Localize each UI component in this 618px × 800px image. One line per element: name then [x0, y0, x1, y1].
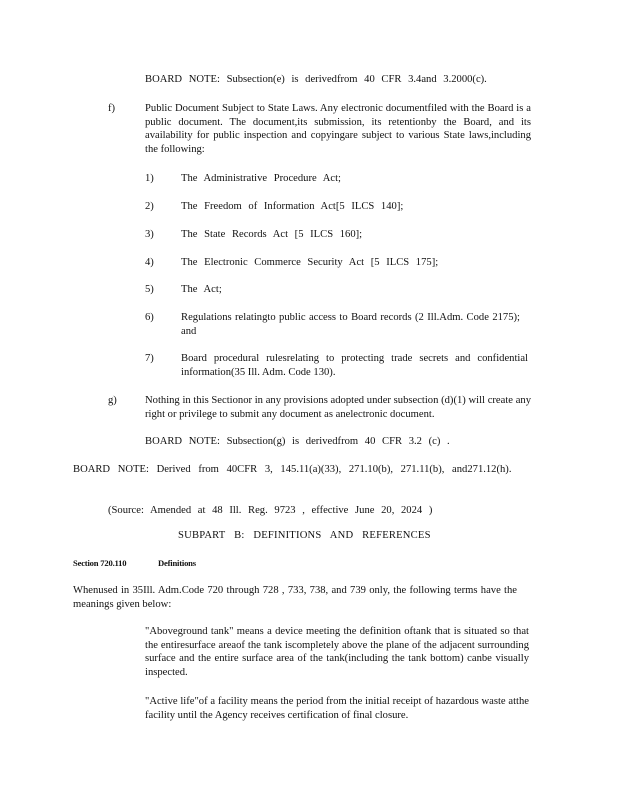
sub-item-3-text: The State Records Act [5 ILCS 160]; — [181, 229, 363, 240]
definition-aboveground-tank: "Aboveground tank" means a device meeting the definition oftank that is situated so that the entiresurface areaof the tank iscompletely above the plane of the adjacent surrounding surface and the entire surface area of the tank(including the tank bottom) canbe visually inspected. — [145, 626, 529, 678]
sub-item-4-number: 4) — [145, 257, 154, 268]
sub-item-6-number: 6) — [145, 312, 154, 323]
section-number: Section 720.110 — [73, 558, 127, 568]
item-f-text: Public Document Subject to State Laws. Any electronic documentfiled with the Board is a public document. The document,its submission, its retentionby the Board, and its availability for public inspection and copyingare subject to various State laws,including the following: — [145, 103, 531, 155]
definitions-intro: Whenused in 35Ill. Adm.Code 720 through 728 , 733, 738, and 739 only, the following terms have the meanings given below: — [73, 585, 517, 610]
sub-item-2-text: The Freedom of Information Act[5 ILCS 140]; — [181, 201, 404, 212]
sub-item-1-text: The Administrative Procedure Act; — [181, 173, 341, 184]
definition-active-life: "Active life"of a facility means the period from the initial receipt of hazardous waste atthe facility until the Agency receives certification of final closure. — [145, 696, 529, 721]
section-title: Definitions — [158, 558, 196, 568]
sub-item-6-text: Regulations relatingto public access to Board records (2 Ill.Adm. Code 2175); and — [181, 312, 520, 337]
sub-item-4-text: The Electronic Commerce Security Act [5 ILCS 175]; — [181, 257, 439, 268]
board-note-derived: BOARD NOTE: Derived from 40CFR 3, 145.11(a)(33), 271.10(b), 271.11(b), and271.12(h). — [73, 464, 512, 475]
item-g-label: g) — [108, 395, 117, 406]
sub-item-7-text: Board procedural rulesrelating to protecting trade secrets and confidential information(35 Ill. Adm. Code 130). — [181, 353, 528, 378]
sub-item-5-number: 5) — [145, 284, 154, 295]
item-g-text: Nothing in this Sectionor in any provisions adopted under subsection (d)(1) will create any right or privilege to submit any document as anelectronic document. — [145, 395, 531, 420]
sub-item-5-text: The Act; — [181, 284, 222, 295]
item-f-label: f) — [108, 103, 116, 114]
source-note: (Source: Amended at 48 Ill. Reg. 9723 , effective June 20, 2024 ) — [108, 505, 433, 516]
sub-item-2-number: 2) — [145, 201, 154, 212]
board-note-subsection-e: BOARD NOTE: Subsection(e) is derivedfrom 40 CFR 3.4and 3.2000(c). — [145, 74, 487, 85]
board-note-subsection-g: BOARD NOTE: Subsection(g) is derivedfrom 40 CFR 3.2 (c) . — [145, 436, 450, 447]
subpart-heading: SUBPART B: DEFINITIONS AND REFERENCES — [178, 530, 431, 541]
sub-item-3-number: 3) — [145, 229, 154, 240]
sub-item-1-number: 1) — [145, 173, 154, 184]
sub-item-7-number: 7) — [145, 353, 154, 364]
